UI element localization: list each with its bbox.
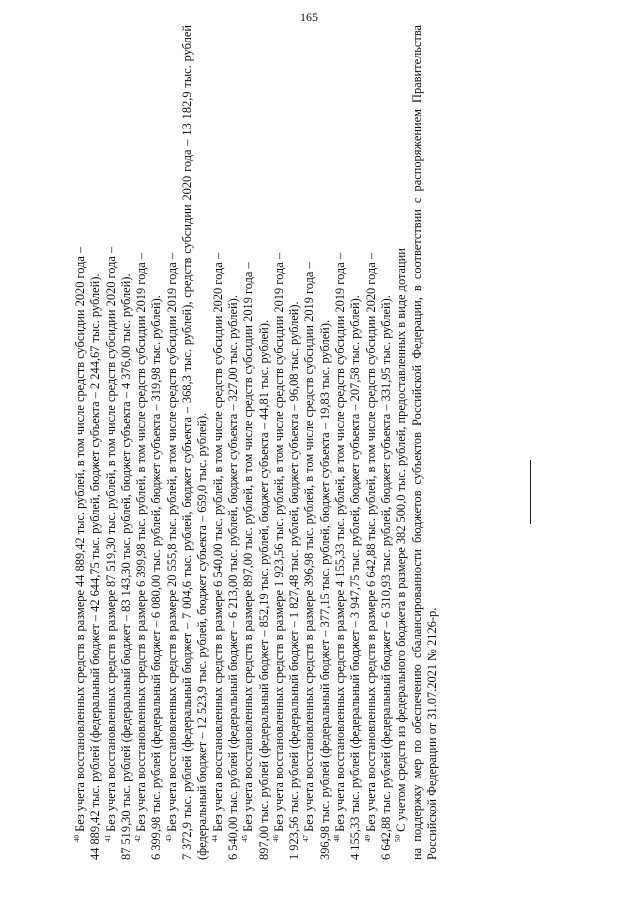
footnote-first-line [302,25,317,860]
footnote-first-line [272,25,287,860]
footnote-text: Без учета восстановленных средств в размере 897,00 тыс. рублей, в том числе средств субсидии 2019 года – [241,262,256,832]
footnote-42 [134,25,165,860]
footnote-continuation: 4 155,33 тыс. рублей (федеральный бюджет – 3 947,75 тыс. рублей, бюджет субъекта – 207,58 тыс. рублей). [348,295,363,860]
footnote-first-line [73,25,88,860]
footnote-text: Без учета восстановленных средств в размере 6 399,98 тыс. рублей, в том числе средств субсидии 2019 года – [134,252,149,832]
footnote-text: Без учета восстановленных средств в размере 1 923,56 тыс. рублей, в том числе средств субсидии 2019 года – [271,252,286,832]
footnote-number: 41 [103,835,112,842]
footnote-number: 46 [271,835,280,842]
footnote-text: Без учета восстановленных средств в размере 20 555,8 тыс. рублей, в том числе средств субсидии 2019 года – [164,252,179,832]
footnote-continuation: 6 642,88 тыс. рублей (федеральный бюджет – 6 310,93 тыс. рублей, бюджет субъекта – 331,95 тыс. рублей). [378,295,393,860]
footnote-number: 45 [241,835,250,842]
footnote-first-line [165,25,180,860]
footnote-number: 43 [164,835,173,842]
footnote-number: 42 [134,835,143,842]
footnote-first-line [333,25,348,860]
footnote-first-line [104,25,119,860]
footnotes-list [73,25,440,860]
footnote-continuation: 87 519,30 тыс. рублей (федеральный бюджет – 83 143,30 тыс. рублей, бюджет субъекта – 4 376,00 тыс. рублей). [118,273,133,860]
footnote-number: 49 [363,835,372,842]
footnote-text: Без учета восстановленных средств в размере 6 642,88 тыс. рублей, в том числе средств субсидии 2020 года – [363,252,378,832]
footnote-number: 47 [302,835,311,842]
footnote-continuation: на поддержку мер по обеспечению сбалансированности бюджетов субъектов Российской Федерации, в соответствии с распоряжением Правительства Российской Федерации от 31.07.2021 № 2126-р. [409,25,439,860]
footnote-46 [272,25,303,860]
footnote-number: 44 [210,835,219,842]
footnote-continuation: 7 372,9 тыс. рублей (федеральный бюджет – 7 004,6 тыс. рублей, бюджет субъекта – 368,3 тыс. рублей), средств субсидии 2020 года – 13 182,9 тыс. рублей (федеральный бюджет – 12 523,9 тыс. рублей, бюджет субъекта – 659,0 тыс. рублей). [180,25,210,860]
footnote-first-line [134,25,149,860]
page-number: 165 [300,10,318,24]
footnote-continuation: 44 889,42 тыс. рублей (федеральный бюджет – 42 644,75 тыс. рублей, бюджет субъекта – 2 244,67 тыс. рублей). [88,273,103,860]
footnote-47 [302,25,333,860]
footnote-49 [364,25,395,860]
footnote-text: С учетом средств из федерального бюджета в размере 382 500,0 тыс. рублей, предоставленных в виде дотации [394,248,409,832]
footnote-continuation: 396,98 тыс. рублей (федеральный бюджет – 377,15 тыс. рублей, бюджет субъекта – 19,83 тыс. рублей). [317,319,332,860]
footnote-text: Без учета восстановленных средств в размере 4 155,33 тыс. рублей, в том числе средств субсидии 2019 года – [333,252,348,832]
footnote-first-line [241,25,256,860]
footnote-continuation: 897,00 тыс. рублей (федеральный бюджет – 852,19 тыс. рублей, бюджет субъекта – 44,81 тыс. рублей). [256,319,271,860]
footnote-50 [394,25,440,860]
rotated-footnotes-block [73,25,543,860]
footnote-first-line [364,25,379,860]
footnote-44 [211,25,242,860]
footnote-number: 40 [73,835,81,842]
footnote-first-line [211,25,226,860]
footnote-43 [165,25,211,860]
footnote-45 [241,25,272,860]
footnote-48 [333,25,364,860]
footnote-text: Без учета восстановленных средств в размере 396,98 тыс. рублей, в том числе средств субсидии 2019 года – [302,262,317,832]
footnote-text: Без учета восстановленных средств в размере 87 519,30 тыс. рублей, в том числе средств субсидии 2020 года – [103,246,118,832]
footnote-first-line [394,25,409,860]
footnote-number: 48 [333,835,342,842]
footnote-40 [73,25,104,860]
footnote-continuation: 1 923,56 тыс. рублей (федеральный бюджет – 1 827,48 тыс. рублей, бюджет субъекта – 96,08 тыс. рублей). [287,301,302,860]
footnote-41 [104,25,135,860]
footnote-text: Без учета восстановленных средств в размере 44 889,42 тыс. рублей, в том числе средств субсидии 2020 года – [73,246,87,832]
footnote-text: Без учета восстановленных средств в размере 6 540,00 тыс. рублей, в том числе средств субсидии 2020 года – [210,252,225,832]
footnote-continuation: 6 399,98 тыс. рублей (федеральный бюджет – 6 080,00 тыс. рублей, бюджет субъекта – 319,98 тыс. рублей). [149,295,164,860]
footnote-continuation: 6 540,00 тыс. рублей (федеральный бюджет – 6 213,00 тыс. рублей, бюджет субъекта – 327,00 тыс. рублей). [225,295,240,860]
footnote-number: 50 [394,835,403,842]
footnote-separator-line [530,460,531,524]
